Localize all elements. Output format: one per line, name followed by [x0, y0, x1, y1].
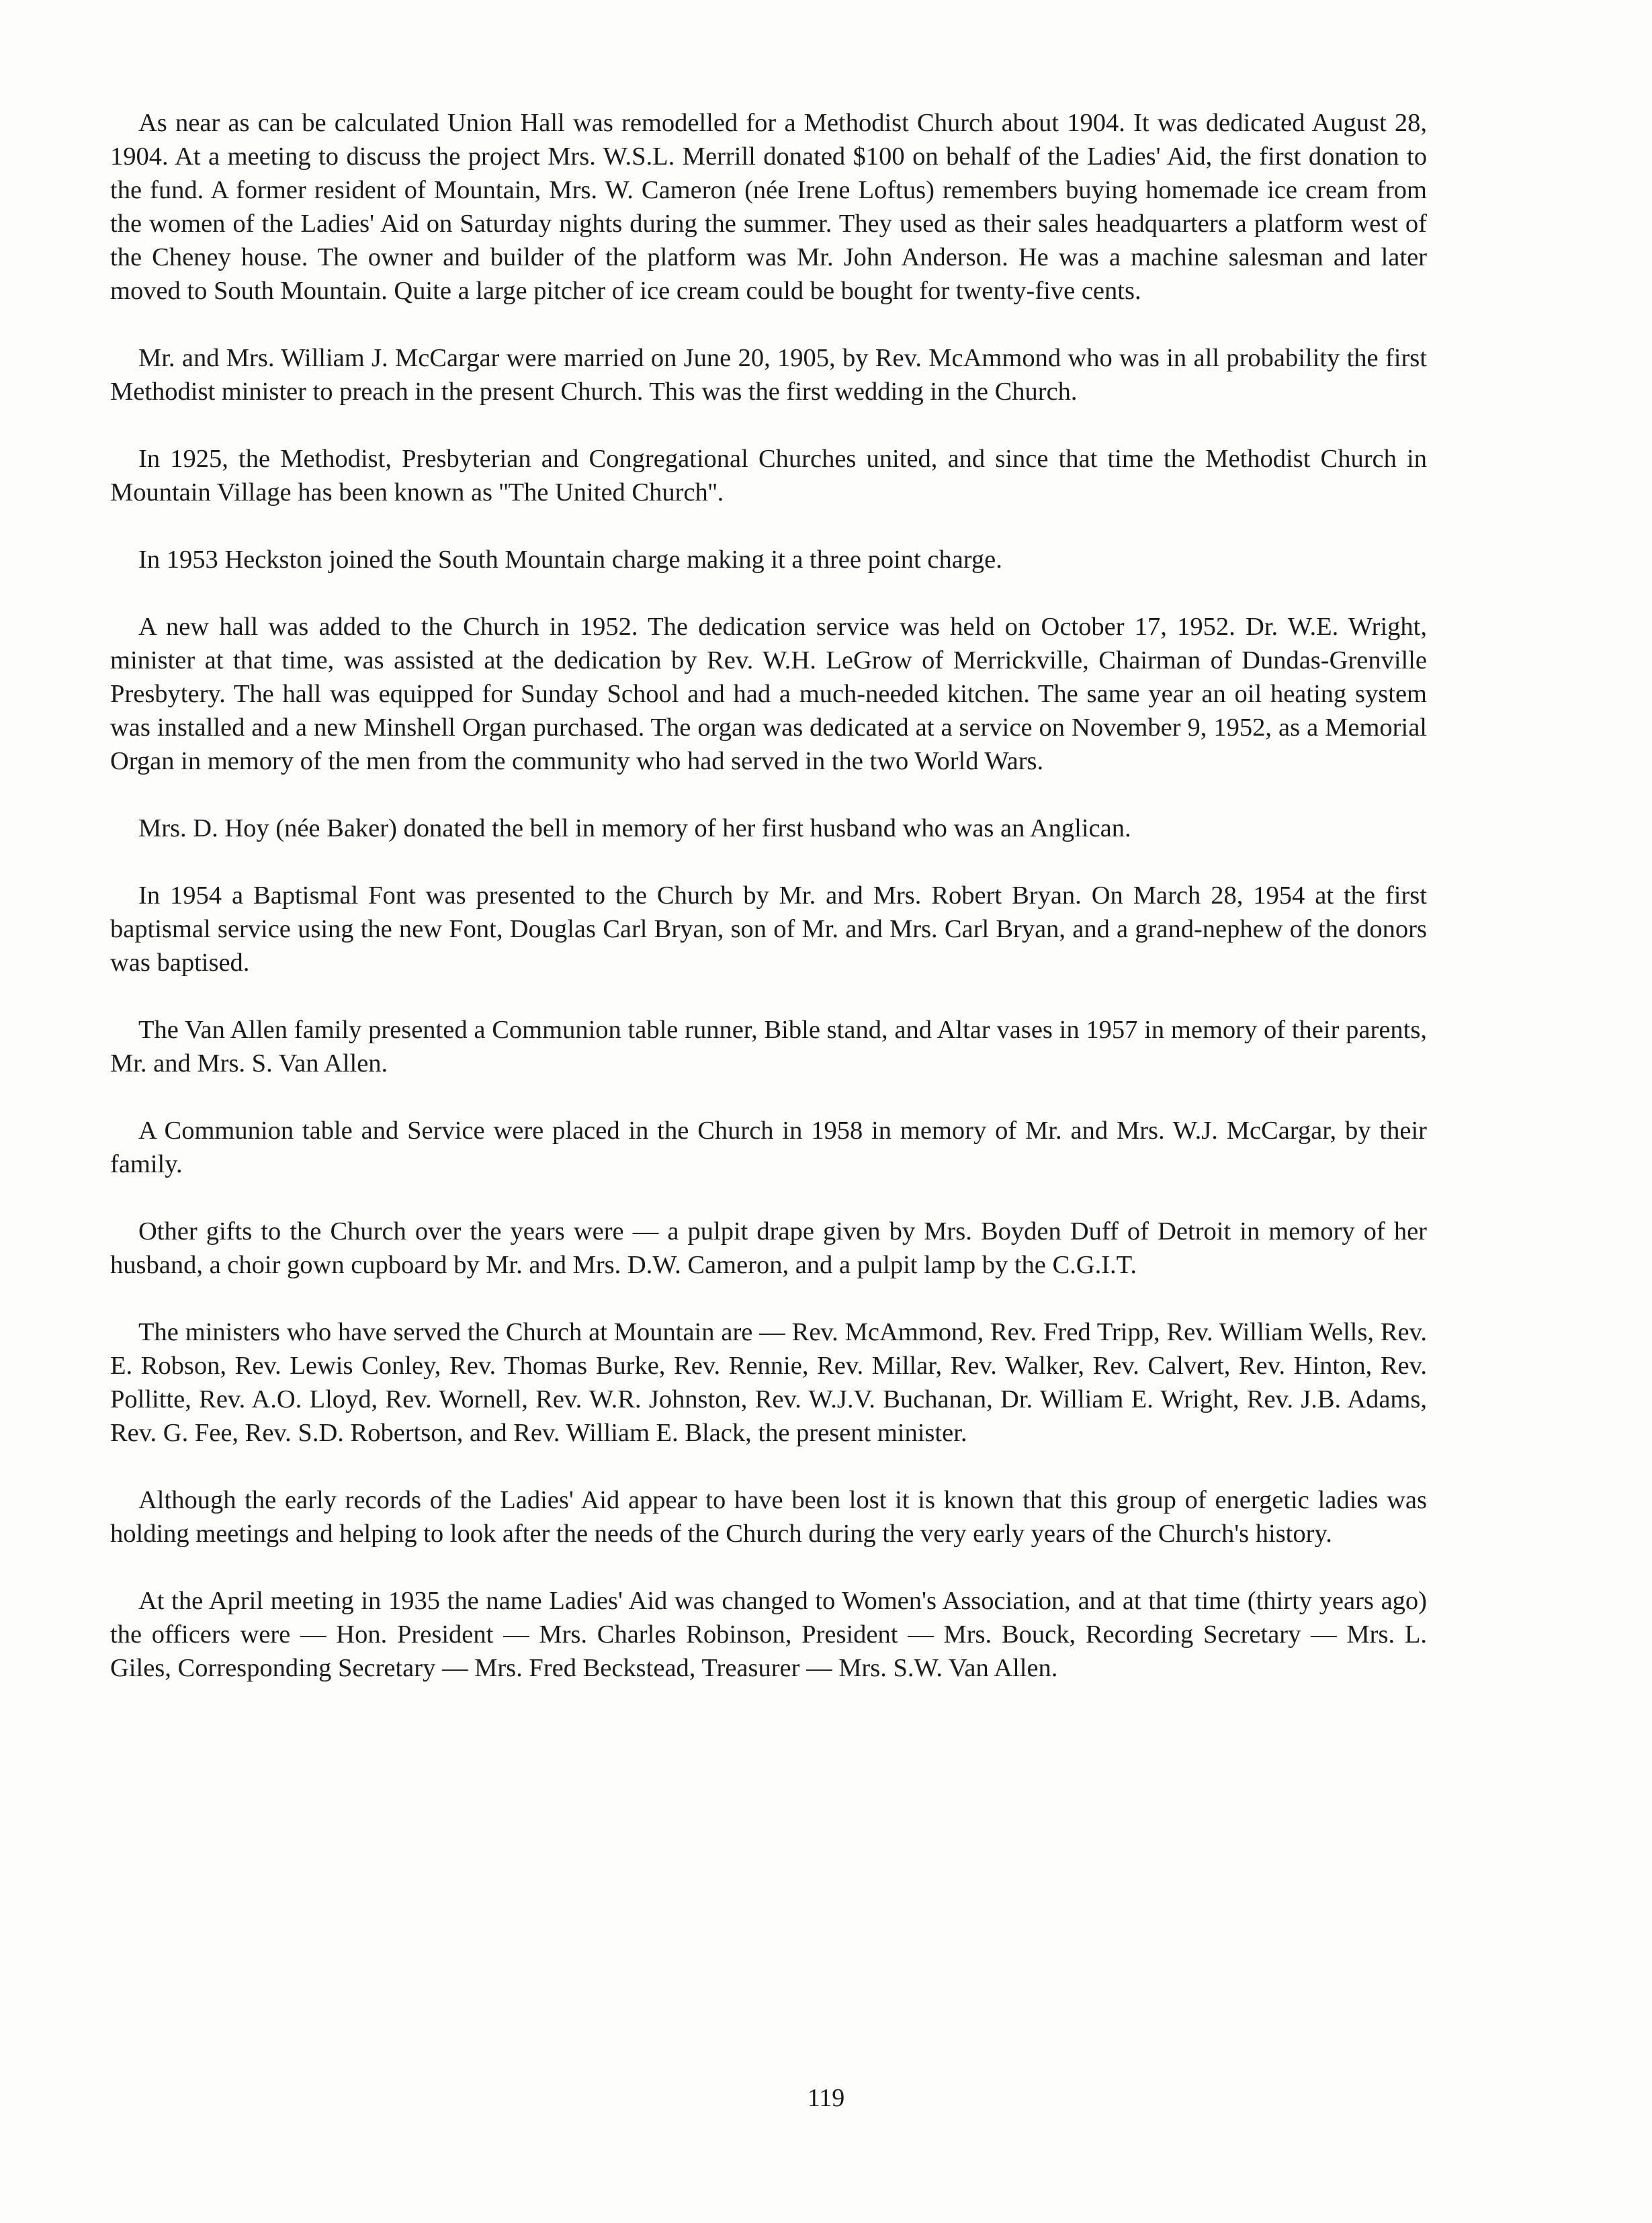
paragraph-van-allen-gifts: The Van Allen family presented a Communion table runner, Bible stand, and Altar vases in 1957 in memory of their parents, Mr. and Mrs. S. Van Allen.	[110, 1016, 1427, 1078]
paragraph-ladies-aid: Although the early records of the Ladies' Aid appear to have been lost it is known that this group of energetic ladies was holding meetings and helping to look after the needs of the Church during the very early years of the Church's history.	[110, 1486, 1427, 1548]
body-text	[110, 106, 1427, 1685]
paragraph-other-gifts: Other gifts to the Church over the years were — a pulpit drape given by Mrs. Boyden Duff of Detroit in memory of her husband, a choir gown cupboard by Mr. and Mrs. D.W. Cameron, and a pulpit lamp by the C.G.I.T.	[110, 1217, 1427, 1279]
paragraph-first-wedding: Mr. and Mrs. William J. McCargar were married on June 20, 1905, by Rev. McAmmond who was in all probability the first Methodist minister to preach in the present Church. This was the first wedding in the Church.	[110, 344, 1427, 406]
paragraph-ministers: The ministers who have served the Church at Mountain are — Rev. McAmmond, Rev. Fred Tripp, Rev. William Wells, Rev. E. Robson, Rev. Lewis Conley, Rev. Thomas Burke, Rev. Rennie, Rev. Millar, Rev. Walker, Rev. Calvert, Rev. Hinton, Rev. Pollitte, Rev. A.O. Lloyd, Rev. Wornell, Rev. W.R. Johnston, Rev. W.J.V. Buchanan, Dr. William E. Wright, Rev. J.B. Adams, Rev. G. Fee, Rev. S.D. Robertson, and Rev. William E. Black, the present minister.	[110, 1318, 1427, 1447]
paragraph-womens-association: At the April meeting in 1935 the name Ladies' Aid was changed to Women's Association, and at that time (thirty years ago) the officers were — Hon. President — Mrs. Charles Robinson, President — Mrs. Bouck, Recording Secretary — Mrs. L. Giles, Corresponding Secretary — Mrs. Fred Beckstead, Treasurer — Mrs. S.W. Van Allen.	[110, 1587, 1427, 1682]
page-number: 119	[807, 2084, 845, 2112]
paragraph-union-hall: As near as can be calculated Union Hall was remodelled for a Methodist Church about 1904. It was dedicated August 28, 1904. At a meeting to discuss the project Mrs. W.S.L. Merrill donated $100 on behalf of the Ladies' Aid, the first donation to the fund. A former resident of Mountain, Mrs. W. Cameron (née Irene Loftus) remembers buying homemade ice cream from the women of the Ladies' Aid on Saturday nights during the summer. They used as their sales headquarters a platform west of the Cheney house. The owner and builder of the platform was Mr. John Anderson. He was a machine salesman and later moved to South Mountain. Quite a large pitcher of ice cream could be bought for twenty-five cents.	[110, 109, 1427, 305]
paragraph-bell: Mrs. D. Hoy (née Baker) donated the bell in memory of her first husband who was an Anglican.	[138, 814, 1131, 842]
paragraph-baptismal-font: In 1954 a Baptismal Font was presented to the Church by Mr. and Mrs. Robert Bryan. On March 28, 1954 at the first baptismal service using the new Font, Douglas Carl Bryan, son of Mr. and Mrs. Carl Bryan, and a grand-nephew of the donors was baptised.	[110, 881, 1427, 977]
paragraph-communion-table: A Communion table and Service were placed in the Church in 1958 in memory of Mr. and Mrs. W.J. McCargar, by their family.	[110, 1117, 1427, 1178]
paragraph-church-union: In 1925, the Methodist, Presbyterian and Congregational Churches united, and since that time the Methodist Church in Mountain Village has been known as ''The United Church''.	[110, 445, 1427, 507]
paragraph-new-hall: A new hall was added to the Church in 1952. The dedication service was held on October 17, 1952. Dr. W.E. Wright, minister at that time, was assisted at the dedication by Rev. W.H. LeGrow of Merrickville, Chairman of Dundas-Grenville Presbytery. The hall was equipped for Sunday School and had a much-needed kitchen. The same year an oil heating system was installed and a new Minshell Organ purchased. The organ was dedicated at a service on November 9, 1952, as a Memorial Organ in memory of the men from the community who had served in the two World Wars.	[110, 613, 1427, 775]
paragraph-heckston: In 1953 Heckston joined the South Mountain charge making it a three point charge.	[138, 546, 1002, 574]
